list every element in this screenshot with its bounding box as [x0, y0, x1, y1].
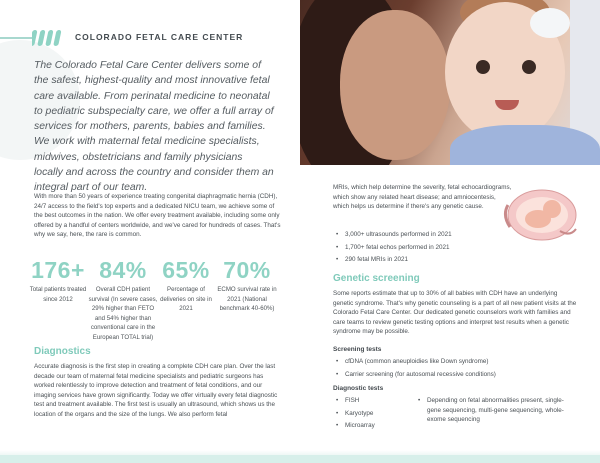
stats-row — [28, 257, 288, 349]
brand-name: COLORADO FETAL CARE CENTER — [75, 32, 244, 42]
list-item: • Carrier screening (for autosomal recessive conditions) — [333, 370, 578, 380]
leaf-stripes-icon — [32, 28, 70, 48]
intro-paragraph: The Colorado Fetal Care Center delivers some of the safest, highest-quality and most innovative fetal care available. From perinatal medicine to neonatal to pediatric subspecialty care, we offer a full array of services for mothers, parents, babies and families. We work with maternal fetal medicine specialists, midwives, obstetricians and family physicians locally and across the country and consider them an integral part of our team. — [34, 60, 274, 194]
stat-label: Total patients treated since 2012 — [29, 286, 87, 303]
list-item: • Depending on fetal abnormalities present, single-gene sequencing, multi-gene sequencing, whole-exome sequencing — [415, 396, 565, 425]
diagnostic-tests-heading: Diagnostic tests — [333, 385, 384, 392]
list-item: • cfDNA (common aneuploidies like Down syndrome) — [333, 357, 578, 367]
footer-bar — [0, 455, 600, 463]
list-item: • Karyotype — [333, 409, 413, 419]
diagnostics-heading: Diagnostics — [34, 346, 91, 357]
stat-patients — [28, 257, 88, 304]
list-item: • 1,700+ fetal echos performed in 2021 — [333, 243, 513, 253]
list-item: • 3,000+ ultrasounds performed in 2021 — [333, 230, 513, 240]
stat-value: 84% — [99, 257, 147, 283]
stat-value: 65% — [162, 257, 210, 283]
genetic-heading: Genetic screening — [333, 273, 420, 284]
screening-tests-heading: Screening tests — [333, 346, 382, 353]
screening-tests-list — [333, 357, 578, 382]
stat-deliveries — [160, 257, 212, 314]
diagnostic-tests-list-secondary — [415, 396, 565, 425]
brand-rule — [0, 37, 32, 39]
list-item: • Microarray — [333, 421, 413, 431]
imaging-stats-list — [333, 230, 513, 268]
mother-baby-photo — [300, 0, 600, 165]
stat-survival — [86, 257, 160, 342]
list-item: • FISH — [333, 396, 413, 406]
stat-label: ECMO survival rate in 2021 (National benchmark 40-60%) — [217, 286, 277, 312]
stat-label: Overall CDH patient survival (In severe cases, 29% higher than FETO and 54% higher than conventional care in the European TOTAL trial) — [88, 286, 158, 341]
diagnostic-tests-list — [333, 396, 413, 434]
diagnostics-continued: MRIs, which help determine the severity, fetal echocardiograms, which show any related heart disease; and amniocentesis, which helps us determine if there's any genetic cause. — [333, 184, 512, 211]
list-item: • 290 fetal MRIs in 2021 — [333, 255, 513, 265]
genetic-paragraph: Some reports estimate that up to 30% of all babies with CDH have an underlying genetic syndrome. That's why genetic counseling is a part of all new patient visits at the Colorado Fetal Care Center. Our dedicated genetic counselors work with families and care teams to review genetic testing options and interpret test results when a genetic syndrome may be possible. — [333, 290, 577, 336]
diagnostics-paragraph: Accurate diagnosis is the first step in creating a complete CDH care plan. Over the last decade our team of maternal fetal medicine specialists and pediatric surgeons has worked relentlessly to improve detection and treatment of fetal conditions, and our imaging services have grown significantly. Today we offer virtually every fetal diagnostic test and treatment available. The first test is usually an ultrasound, which shows us the location of the organs and the size of the lungs. We also perform fetal — [34, 363, 278, 418]
stat-label: Percentage of deliveries on site in 2021 — [160, 286, 212, 312]
stat-value: 176+ — [31, 257, 85, 283]
stat-value: 70% — [223, 257, 271, 283]
lead-paragraph: With more than 50 years of experience treating congenital diaphragmatic hernia (CDH), 24/7 access to the field's top experts and a dedicated NICU team, we achieve some of the best outcomes in the nation. We offer every treatment available, including some only offered by a handful of centers worldwide, and we've cared for hundreds of cases. That's why we say, here, the rare is common. — [34, 193, 281, 239]
stat-ecmo — [216, 257, 278, 314]
